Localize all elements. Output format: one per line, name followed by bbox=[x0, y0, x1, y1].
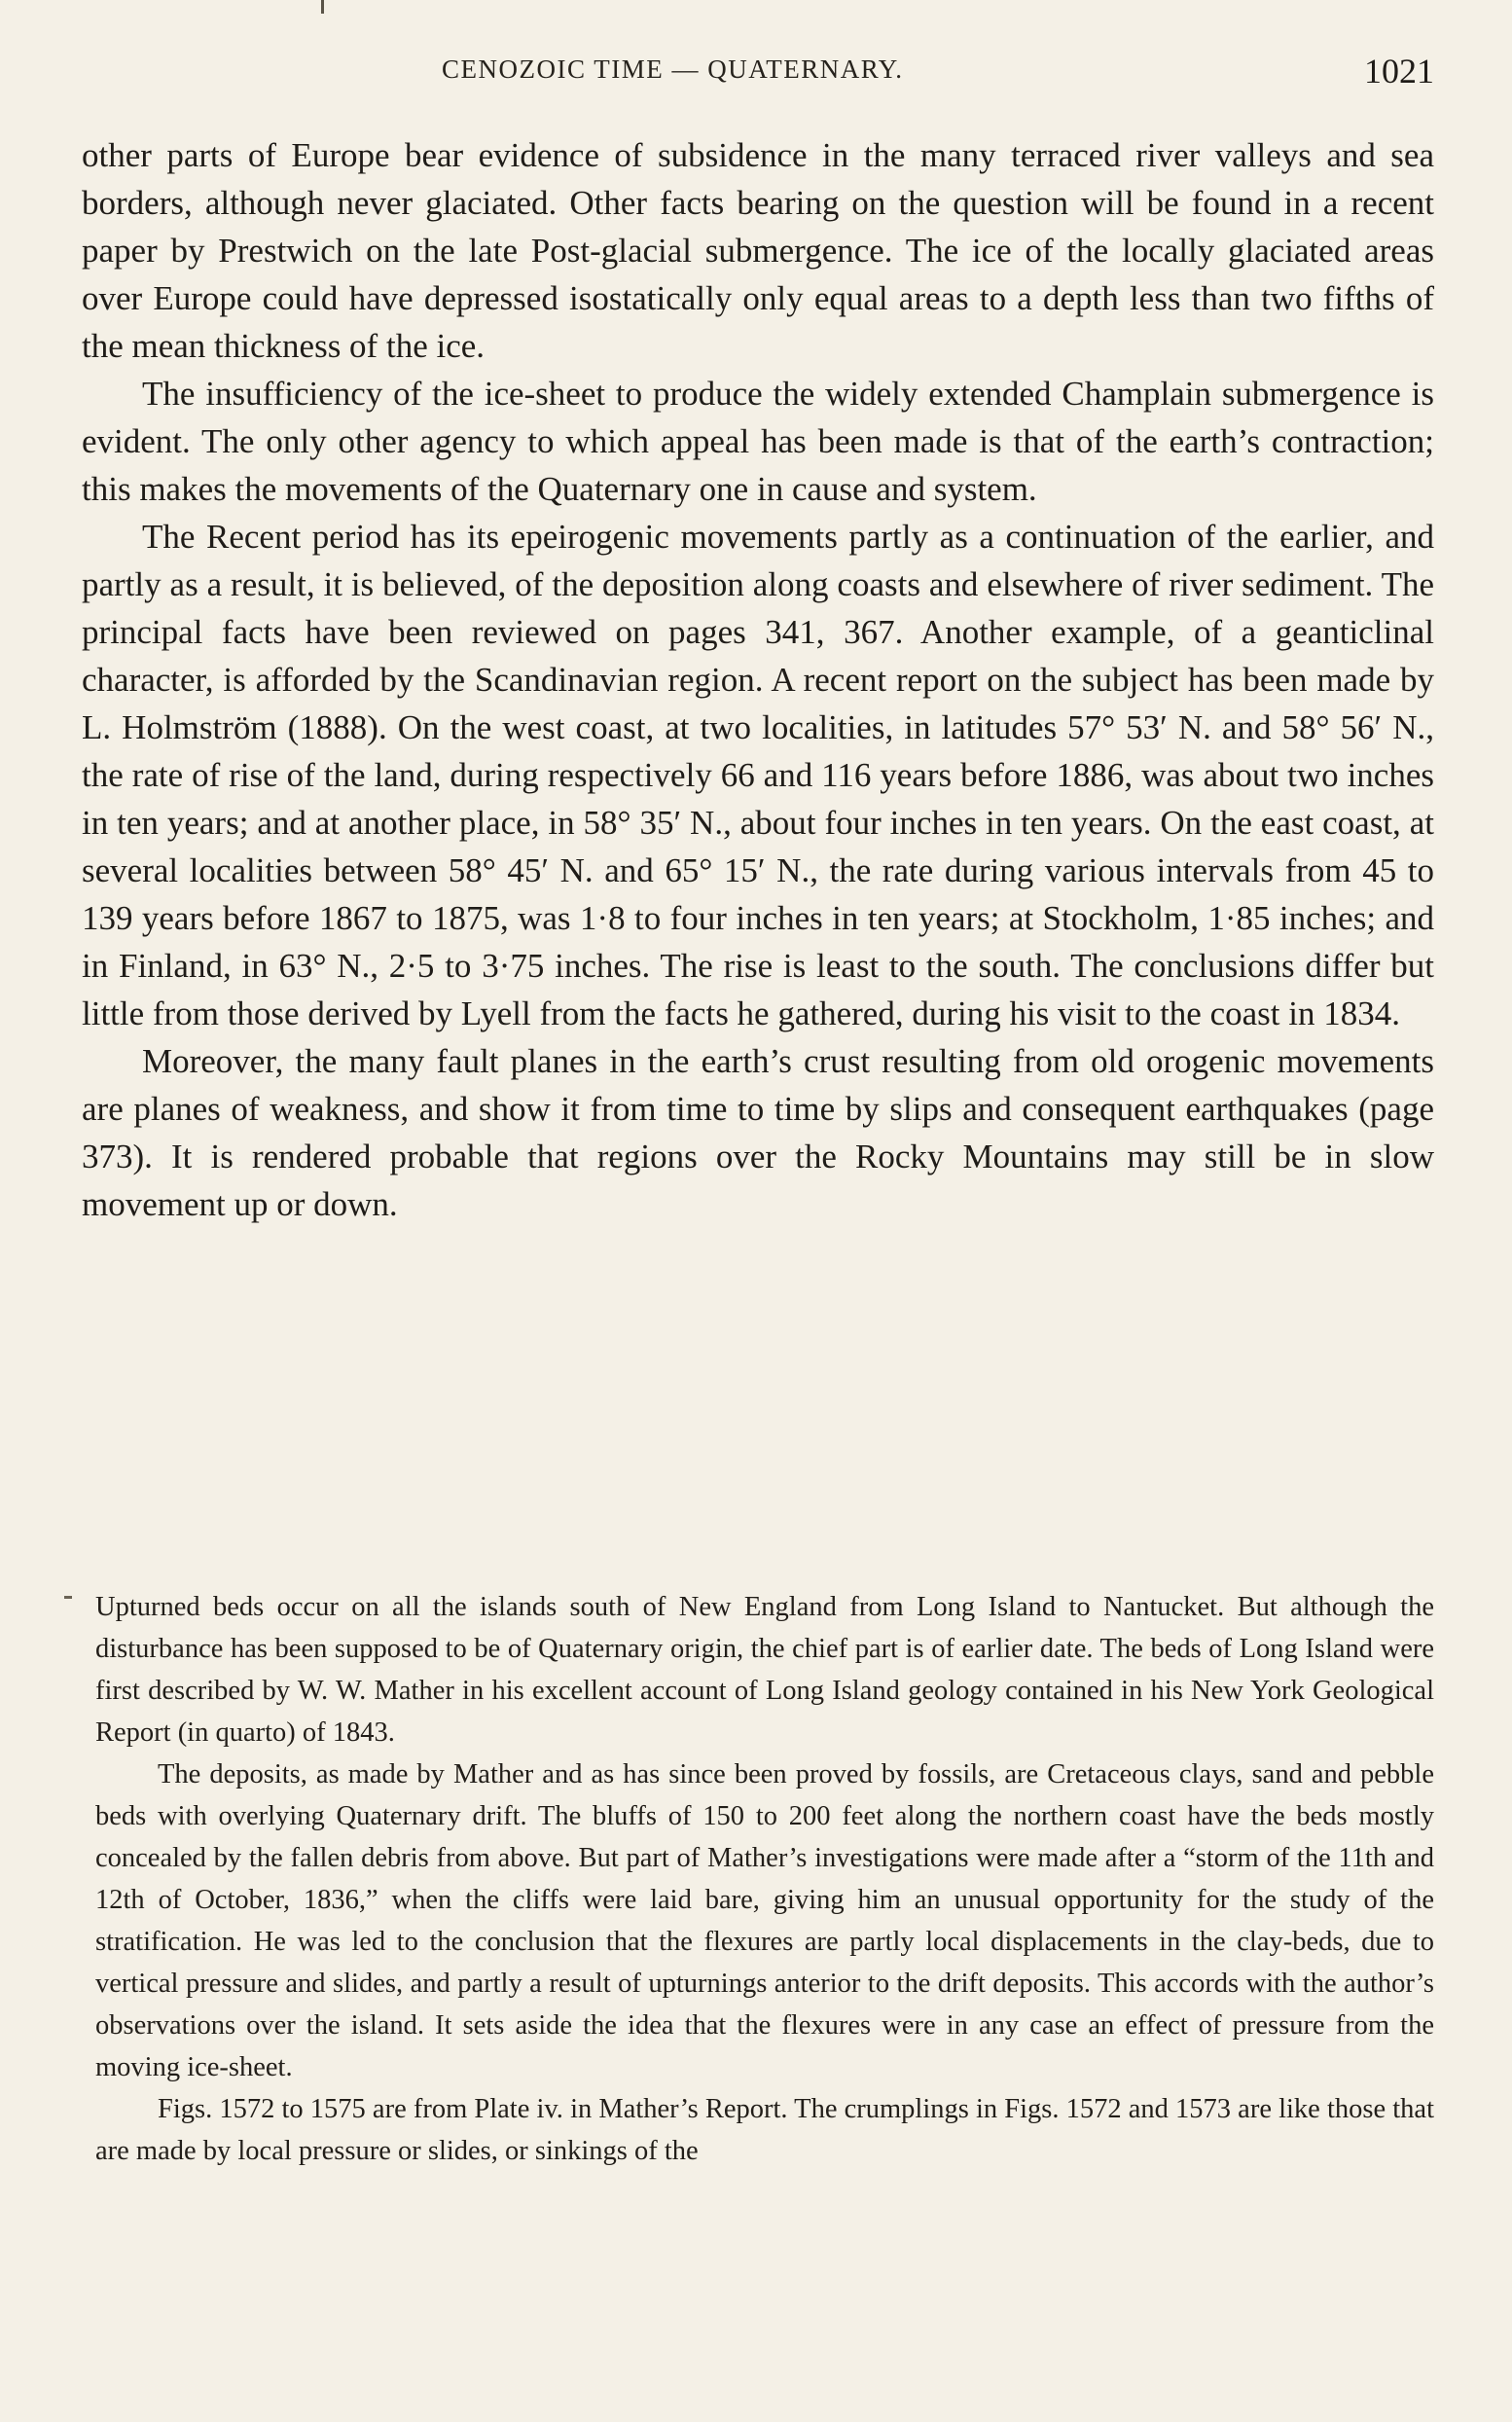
note-paragraph: Figs. 1572 to 1575 are from Plate iv. in Mather’s Report. The crumplings in Figs. 1572 and 1573 are like those that are made by local pressure or slides, or sinkings of the bbox=[95, 2094, 1434, 2166]
note-paragraph: Upturned beds occur on all the islands south of New England from Long Island to Nantucket. But although the disturbance has been supposed to be of Quaternary origin, the chief part is of earlier date. The beds of Long Island were first described by W. W. Mather in his excellent account of Long Island geology contained in his New York Geological Report (in quarto) of 1843. bbox=[95, 1592, 1434, 1748]
print-mark bbox=[321, 0, 324, 14]
main-text bbox=[82, 131, 1434, 1228]
page-header bbox=[82, 51, 1434, 95]
body-paragraph: The Recent period has its epeirogenic movements partly as a continuation of the earlier, and partly as a result, it is believed, of the deposition along coasts and elsewhere of river sediment. The principal facts have been reviewed on pages 341, 367. Another example, of a geanticlinal character, is afforded by the Scandinavian region. A recent report on the subject has been made by L. Holmström (1888). On the west coast, at two localities, in latitudes 57° 53′ N. and 58° 56′ N., the rate of rise of the land, during respectively 66 and 116 years before 1886, was about two inches in ten years; and at another place, in 58° 35′ N., about four inches in ten years. On the east coast, at several localities between 58° 45′ N. and 65° 15′ N., the rate during various intervals from 45 to 139 years before 1867 to 1875, was 1·8 to four inches in ten years; at Stockholm, 1·85 inches; and in Finland, in 63° N., 2·5 to 3·75 inches. The rise is least to the south. The conclusions differ but little from those derived by Lyell from the facts he gathered, during his visit to the coast in 1834. bbox=[82, 518, 1434, 1032]
note-paragraph: The deposits, as made by Mather and as has since been proved by fossils, are Cretaceous clays, sand and pebble beds with overlying Quaternary drift. The bluffs of 150 to 200 feet along the northern coast have the beds mostly concealed by the fallen debris from above. But part of Mather’s investigations were made after a “storm of the 11th and 12th of October, 1836,” when the cliffs were laid bare, giving him an unusual opportunity for the study of the stratification. He was led to the conclusion that the flexures are partly local displacements in the clay-beds, due to vertical pressure and slides, and partly a result of upturnings anterior to the drift deposits. This accords with the author’s observations over the island. It sets aside the idea that the flexures were in any case an effect of pressure from the moving ice-sheet. bbox=[95, 1759, 1434, 2082]
running-head: CENOZOIC TIME — QUATERNARY. bbox=[442, 54, 904, 84]
body-paragraph: The insufficiency of the ice-sheet to produce the widely extended Champlain submergence is evident. The only other agency to which appeal has been made is that of the earth’s contraction; this makes the movements of the Quaternary one in cause and system. bbox=[82, 375, 1434, 508]
note-text bbox=[95, 1586, 1434, 2172]
note-marker bbox=[64, 1596, 72, 1599]
page-number: 1021 bbox=[1364, 52, 1434, 90]
body-paragraph: other parts of Europe bear evidence of subsidence in the many terraced river valleys and sea borders, although never glaciated. Other facts bearing on the question will be found in a recent paper by Prestwich on the late Post-glacial submergence. The ice of the locally glaciated areas over Europe could have depressed isostatically only equal areas to a depth less than two fifths of the mean thickness of the ice. bbox=[82, 136, 1434, 365]
body-paragraph: Moreover, the many fault planes in the earth’s crust resulting from old orogenic movements are planes of weakness, and show it from time to time by slips and consequent earthquakes (page 373). It is rendered probable that regions over the Rocky Mountains may still be in slow movement up or down. bbox=[82, 1042, 1434, 1223]
